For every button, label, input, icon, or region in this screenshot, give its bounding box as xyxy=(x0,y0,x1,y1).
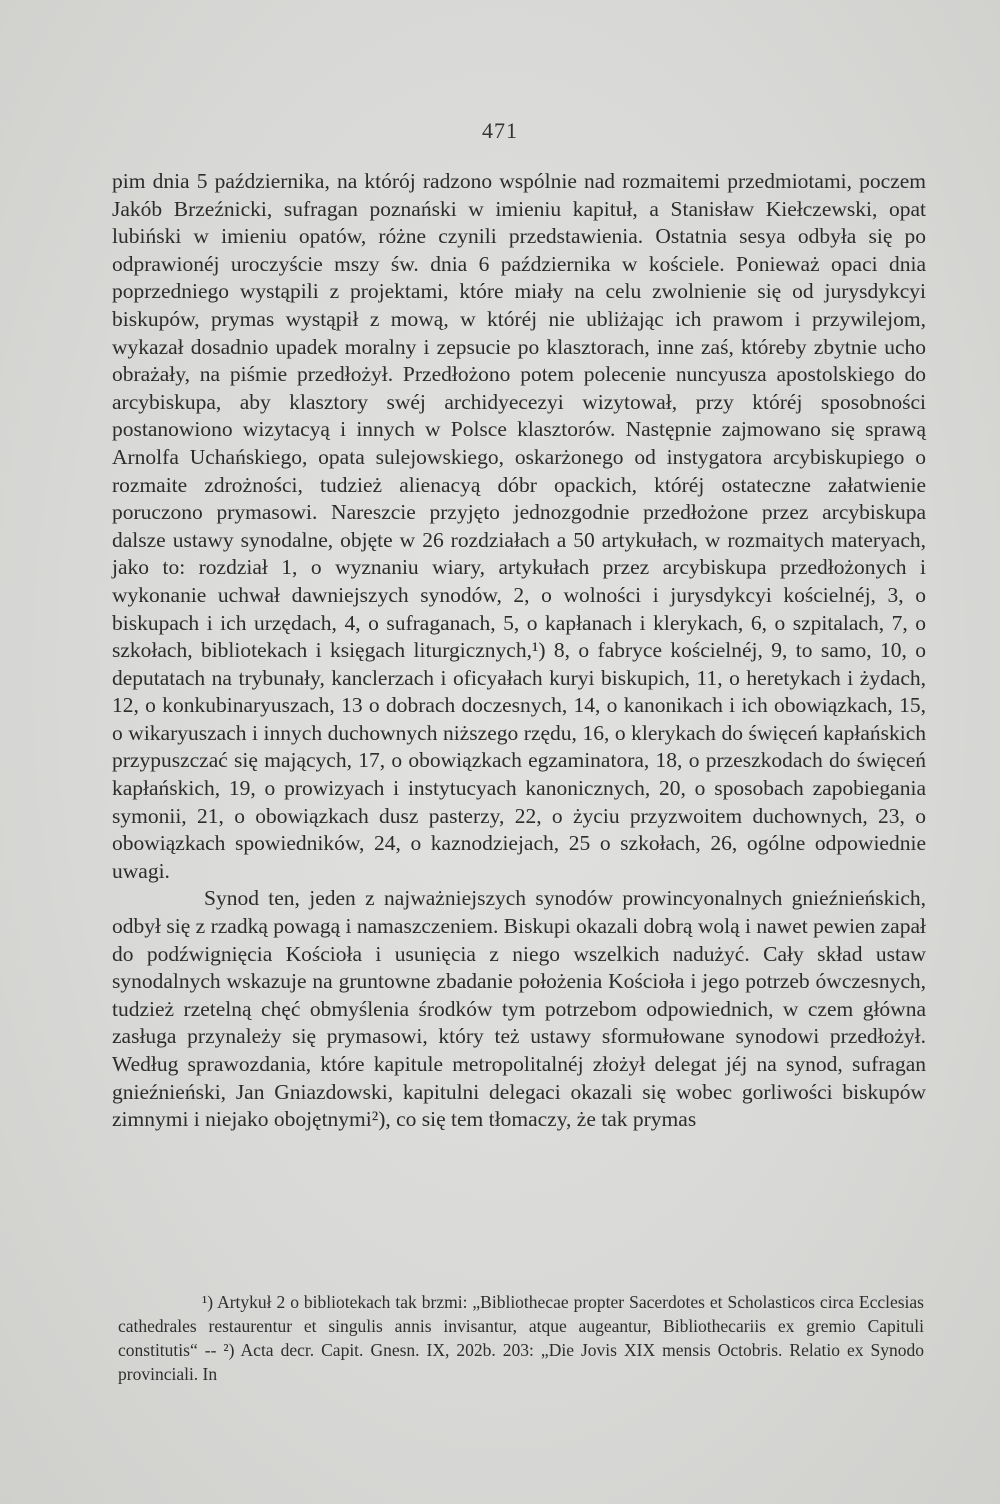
footnote-text: ¹) Artykuł 2 o bibliotekach tak brzmi: „Bibliothecae propter Sacerdotes et Scholasticos circa Ecclesias cathedrales restaurentur et singulis annis invisantur, atque augeantur, Bibliothecariis ex gremio Capituli constitutis“ -- ²) Acta decr. Capit. Gnesn. IX, 202b. 203: „Die Jovis XIX mensis Octobris. Relatio ex Synodo provinciali. In xyxy=(118,1292,924,1384)
main-text xyxy=(112,168,926,1134)
footnotes xyxy=(118,1290,924,1386)
page-number: 471 xyxy=(482,118,518,143)
paragraph-1: pim dnia 5 października, na którój radzono wspólnie nad rozmaitemi przedmiotami, poczem Jakób Brzeźnicki, sufragan poznański w imieniu kapituł, a Stanisław Kiełczewski, opat lubiński w imieniu opatów, różne czynili przedstawienia. Ostatnia sesya odbyła się po odprawionéj uroczyście mszy św. dnia 6 października w kościele. Ponieważ opaci dnia poprzedniego wystąpili z projektami, które miały na celu zwolnienie się od jurysdykcyi biskupów, prymas wystąpił z mową, w któréj nie ubliżając ich prawom i przywilejom, wykazał dosadnio upadek moralny i zepsucie po klasztorach, inne zaś, któreby zbytnie ucho obrażały, na piśmie przedłożył. Przedłożono potem polecenie nuncyusza apostolskiego do arcybiskupa, aby klasztory swéj archidyecezyi wizytował, przy któréj sposobności postanowiono wizytacyą i innych w Polsce klasztorów. Następnie zajmowano się sprawą Arnolfa Uchańskiego, opata sulejowskiego, oskarżonego od instygatora arcybiskupiego o rozmaite zdrożności, tudzież alienacyą dóbr opackich, któréj ostateczne załatwienie poruczono prymasowi. Nareszcie przyjęto jednozgodnie przedłożone przez arcybiskupa dalsze ustawy synodalne, objęte w 26 rozdziałach a 50 artykułach, w rozmaitych materyach, jako to: rozdział 1, o wyznaniu wiary, artykułach przez arcybiskupa przedłożonych i wykonanie uchwał dawniejszych synodów, 2, o wolności i jurysdykcyi kościelnéj, 3, o biskupach i ich urzędach, 4, o sufraganach, 5, o kapłanach i klerykach, 6, o szpitalach, 7, o szkołach, bibliotekach i księgach liturgicznych,¹) 8, o fabryce kościelnéj, 9, to samo, 10, o deputatach na trybunały, kanclerzach i oficyałach kuryi biskupich, 11, o heretykach i żydach, 12, o konkubinaryuszach, 13 o dobrach doczesnych, 14, o kanonikach i ich obowiązkach, 15, o wikaryuszach i innych duchownych niższego rzędu, 16, o klerykach do święceń kapłańskich przypuszczać się mających, 17, o obowiązkach egzaminatora, 18, o przeszkodach do święceń kapłańskich, 19, o prowizyach i instytucyach kanonicznych, 20, o sposobach zapobiegania symonii, 21, o obowiązkach dusz pasterzy, 22, o życiu przyzwoitem duchownych, 23, o obowiązkach spowiedników, 24, o kaznodziejach, 25 o szkołach, 26, ogólne odpowiednie uwagi. xyxy=(112,169,926,883)
paragraph-2: Synod ten, jeden z najważniejszych synodów prowincyonalnych gnieźnieńskich, odbył się z rzadką powagą i namaszczeniem. Biskupi okazali dobrą wolą i nawet pewien zapał do podźwignięcia Kościoła i usunięcia z niego wszelkich nadużyć. Cały skład ustaw synodalnych wskazuje na gruntowne zbadanie położenia Kościoła i jego potrzeb ówczesnych, tudzież rzetelną chęć obmyślenia środków tym potrzebom odpowiednich, w czem główna zasługa przynależy się prymasowi, który też ustawy sformułowane synodowi przedłożył. Według sprawozdania, które kapitule metropolitalnéj złożył delegat jéj na synod, sufragan gnieźnieński, Jan Gniazdowski, kapitulni delegaci okazali się wobec gorliwości biskupów zimnymi i niejako obojętnymi²), co się tem tłomaczy, że tak prymas xyxy=(112,886,926,1132)
